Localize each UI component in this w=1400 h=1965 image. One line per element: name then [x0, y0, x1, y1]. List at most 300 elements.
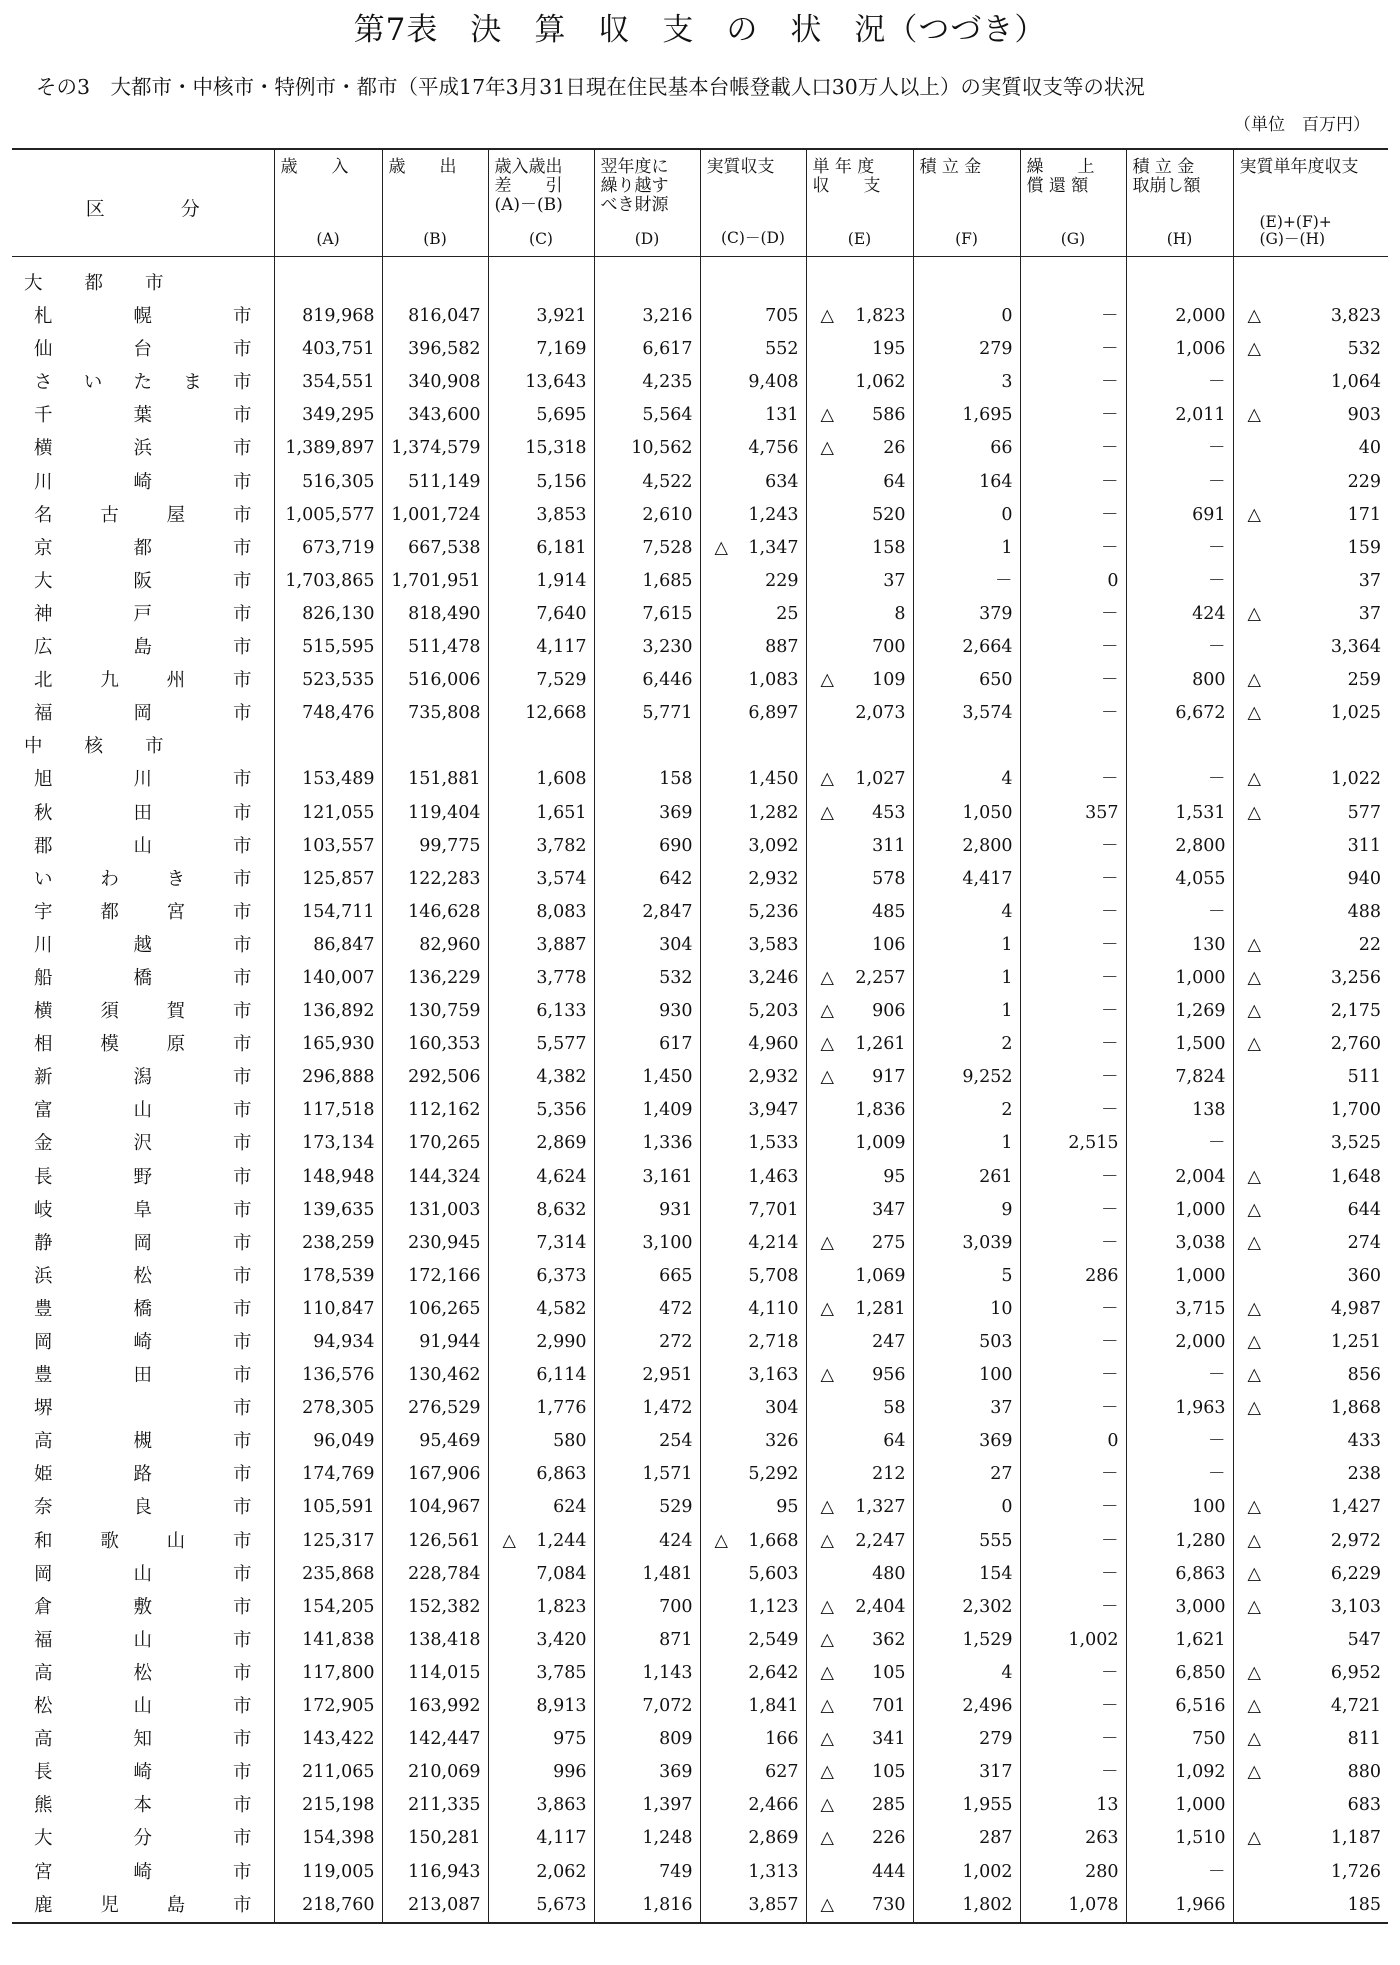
table-row [12, 896, 1388, 929]
cell-early-repayment: 2,515 [1020, 1127, 1126, 1160]
cell-early-repayment: 286 [1020, 1260, 1126, 1293]
spacer-cell [12, 257, 274, 268]
header-revenue-label: 歳 入 [280, 157, 349, 177]
cell-early-repayment: － [1020, 399, 1126, 432]
cell-reserve-drawdown: 2,800 [1126, 830, 1233, 863]
negative-mark: △ [1247, 339, 1261, 360]
cell-real-balance: 4,214 [700, 1227, 806, 1260]
cell-value: 4,721 [1330, 1696, 1381, 1717]
empty-cell [382, 730, 488, 763]
cell-early-repayment: － [1020, 1161, 1126, 1194]
negative-mark: △ [1247, 802, 1261, 823]
cell-real-balance: 1,083 [700, 664, 806, 697]
cell-real-single-year [1233, 1690, 1388, 1723]
cell-real-balance: 3,163 [700, 1359, 806, 1392]
cell-early-repayment: － [1020, 333, 1126, 366]
cell-single-year: 347 [806, 1194, 913, 1227]
cell-single-year: 8 [806, 598, 913, 631]
cell-real-single-year: 37 [1233, 565, 1388, 598]
city-name: 豊橋市 [34, 1298, 252, 1320]
cell-reserve-drawdown: 1,269 [1126, 995, 1233, 1028]
table-row [12, 1161, 1388, 1194]
cell-early-repayment: － [1020, 763, 1126, 796]
header-early-repayment-label: 繰 上 償 還 額 [1026, 157, 1095, 196]
cell-reserve: 379 [913, 598, 1020, 631]
cell-difference: 1,914 [488, 565, 594, 598]
cell-value: 453 [872, 802, 906, 823]
cell-revenue: 1,703,865 [274, 565, 382, 598]
cell-carryover: 10,562 [594, 432, 700, 465]
cell-reserve-drawdown: － [1126, 1425, 1233, 1458]
table-row [12, 1028, 1388, 1061]
cell-carryover: 1,816 [594, 1889, 700, 1923]
cell-revenue: 136,892 [274, 995, 382, 1028]
cell-reserve: 1 [913, 962, 1020, 995]
table-row [12, 1657, 1388, 1690]
negative-mark: △ [1247, 1729, 1261, 1750]
cell-real-single-year: 511 [1233, 1061, 1388, 1094]
cell-carryover: 6,446 [594, 664, 700, 697]
negative-mark: △ [820, 802, 834, 823]
cell-reserve: 0 [913, 300, 1020, 333]
table-row [12, 697, 1388, 730]
cell-real-single-year [1233, 1326, 1388, 1359]
negative-mark: △ [820, 1662, 834, 1683]
cell-revenue: 174,769 [274, 1458, 382, 1491]
table-row [12, 1392, 1388, 1425]
cell-early-repayment: － [1020, 499, 1126, 532]
cell-carryover: 3,216 [594, 300, 700, 333]
table-row [12, 863, 1388, 896]
cell-value: 1,868 [1330, 1398, 1381, 1419]
table-row [12, 1359, 1388, 1392]
city-name: さいたま市 [34, 372, 252, 394]
cell-revenue: 296,888 [274, 1061, 382, 1094]
cell-expenditure: 82,960 [382, 929, 488, 962]
cell-value: 2,972 [1330, 1530, 1381, 1551]
cell-carryover: 1,336 [594, 1127, 700, 1160]
cell-revenue: 154,711 [274, 896, 382, 929]
negative-mark: △ [1247, 1166, 1261, 1187]
cell-reserve: 2 [913, 1094, 1020, 1127]
cell-carryover: 369 [594, 797, 700, 830]
negative-mark: △ [820, 967, 834, 988]
cell-reserve-drawdown: 1,280 [1126, 1525, 1233, 1558]
header-early-repayment [1020, 149, 1126, 257]
cell-value: 226 [872, 1828, 906, 1849]
cell-revenue: 136,576 [274, 1359, 382, 1392]
cell-real-balance: 4,756 [700, 432, 806, 465]
cell-reserve: 0 [913, 1491, 1020, 1524]
cell-reserve: 1,002 [913, 1856, 1020, 1889]
empty-cell [1126, 730, 1233, 763]
cell-reserve-drawdown: 1,500 [1126, 1028, 1233, 1061]
table-row [12, 499, 1388, 532]
cell-value: 730 [872, 1894, 906, 1915]
negative-mark: △ [820, 1894, 834, 1915]
header-expenditure-code: (B) [423, 230, 447, 248]
cell-difference: 4,117 [488, 631, 594, 664]
cell-reserve: 650 [913, 664, 1020, 697]
cell-difference: 2,990 [488, 1326, 594, 1359]
cell-reserve-drawdown: 6,863 [1126, 1558, 1233, 1591]
cell-carryover: 749 [594, 1856, 700, 1889]
negative-mark: △ [1247, 1232, 1261, 1253]
cell-real-single-year [1233, 962, 1388, 995]
table-row [12, 1425, 1388, 1458]
city-name: 静岡市 [34, 1232, 252, 1254]
cell-value: 1,025 [1330, 703, 1381, 724]
cell-carryover: 1,143 [594, 1657, 700, 1690]
header-difference [488, 149, 594, 257]
cell-value: 811 [1347, 1729, 1381, 1750]
cell-expenditure: 126,561 [382, 1525, 488, 1558]
cell-revenue: 165,930 [274, 1028, 382, 1061]
cell-reserve-drawdown: 1,531 [1126, 797, 1233, 830]
cell-revenue: 86,847 [274, 929, 382, 962]
header-single-year-code: (E) [847, 230, 872, 248]
empty-cell [806, 730, 913, 763]
cell-real-balance: 95 [700, 1491, 806, 1524]
cell-value: 2,175 [1330, 1001, 1381, 1022]
cell-revenue: 96,049 [274, 1425, 382, 1458]
table-row [12, 1326, 1388, 1359]
cell-early-repayment: 357 [1020, 797, 1126, 830]
cell-real-single-year: 3,525 [1233, 1127, 1388, 1160]
cell-early-repayment: － [1020, 1028, 1126, 1061]
cell-difference: 3,782 [488, 830, 594, 863]
table-row [12, 1591, 1388, 1624]
cell-real-single-year: 238 [1233, 1458, 1388, 1491]
cell-difference: 5,356 [488, 1094, 594, 1127]
cell-difference: 4,582 [488, 1293, 594, 1326]
negative-mark: △ [1247, 1398, 1261, 1419]
cell-reserve: 2,302 [913, 1591, 1020, 1624]
negative-mark: △ [820, 1696, 834, 1717]
cell-revenue: 235,868 [274, 1558, 382, 1591]
table-row [12, 830, 1388, 863]
cell-reserve-drawdown: 138 [1126, 1094, 1233, 1127]
cell-difference: 2,869 [488, 1127, 594, 1160]
cell-revenue: 238,259 [274, 1227, 382, 1260]
cell-expenditure: 230,945 [382, 1227, 488, 1260]
cell-reserve: 1 [913, 929, 1020, 962]
cell-early-repayment: － [1020, 1061, 1126, 1094]
cell-value: 701 [872, 1696, 906, 1717]
cell-single-year: 95 [806, 1161, 913, 1194]
cell-reserve-drawdown: － [1126, 532, 1233, 565]
cell-expenditure: 116,943 [382, 1856, 488, 1889]
table-row [12, 1293, 1388, 1326]
cell-single-year [806, 1359, 913, 1392]
cell-difference: 1,651 [488, 797, 594, 830]
city-name: 豊田市 [34, 1365, 252, 1387]
cell-carryover: 472 [594, 1293, 700, 1326]
cell-early-repayment: － [1020, 830, 1126, 863]
cell-early-repayment: － [1020, 366, 1126, 399]
cell-real-balance: 2,869 [700, 1822, 806, 1855]
cell-revenue: 143,422 [274, 1723, 382, 1756]
cell-difference: 1,608 [488, 763, 594, 796]
cell-revenue: 819,968 [274, 300, 382, 333]
settlement-balance-table [12, 148, 1388, 1924]
cell-difference: 4,624 [488, 1161, 594, 1194]
city-name: 横須賀市 [34, 1001, 252, 1023]
header-difference-label: 歳入歳出 差 引 (A)－(B) [494, 157, 563, 215]
table-row [12, 664, 1388, 697]
cell-early-repayment: － [1020, 300, 1126, 333]
cell-early-repayment: － [1020, 1591, 1126, 1624]
cell-real-single-year [1233, 1525, 1388, 1558]
cell-value: 1,027 [855, 769, 906, 790]
cell-real-single-year: 940 [1233, 863, 1388, 896]
header-reserve-drawdown-label: 積 立 金 取崩し額 [1132, 157, 1201, 196]
cell-early-repayment: － [1020, 697, 1126, 730]
cell-real-balance: 1,243 [700, 499, 806, 532]
cell-expenditure: 130,759 [382, 995, 488, 1028]
cell-carryover: 2,847 [594, 896, 700, 929]
cell-value: 362 [872, 1629, 906, 1650]
negative-mark: △ [820, 1828, 834, 1849]
cell-reserve-drawdown: 3,715 [1126, 1293, 1233, 1326]
negative-mark: △ [1247, 1298, 1261, 1319]
cell-value: 644 [1347, 1199, 1381, 1220]
cell-single-year [806, 1723, 913, 1756]
cell-value: 1,281 [855, 1298, 906, 1319]
cell-reserve: 9,252 [913, 1061, 1020, 1094]
negative-mark: △ [820, 306, 834, 327]
cell-carryover: 4,522 [594, 466, 700, 499]
cell-single-year [806, 1657, 913, 1690]
cell-real-balance: 2,932 [700, 1061, 806, 1094]
cell-reserve-drawdown: 7,824 [1126, 1061, 1233, 1094]
cell-difference: 6,133 [488, 995, 594, 1028]
city-name: 鹿児島市 [12, 1889, 274, 1923]
cell-reserve: 37 [913, 1392, 1020, 1425]
table-body [12, 257, 1388, 1923]
cell-difference: 6,373 [488, 1260, 594, 1293]
cell-revenue: 211,065 [274, 1756, 382, 1789]
cell-carryover: 7,528 [594, 532, 700, 565]
cell-early-repayment: － [1020, 1293, 1126, 1326]
cell-revenue: 139,635 [274, 1194, 382, 1227]
negative-mark: △ [820, 1530, 834, 1551]
cell-reserve: 4 [913, 763, 1020, 796]
cell-expenditure: 122,283 [382, 863, 488, 896]
cell-single-year [806, 1591, 913, 1624]
cell-expenditure: 396,582 [382, 333, 488, 366]
table-row [12, 1889, 1388, 1923]
cell-reserve-drawdown: 691 [1126, 499, 1233, 532]
cell-value: 105 [872, 1662, 906, 1683]
cell-real-balance: 887 [700, 631, 806, 664]
table-row [12, 1756, 1388, 1789]
cell-single-year [806, 797, 913, 830]
cell-value: 3,256 [1330, 967, 1381, 988]
cell-expenditure: 667,538 [382, 532, 488, 565]
cell-carryover: 871 [594, 1624, 700, 1657]
table-row [12, 1525, 1388, 1558]
cell-early-repayment: － [1020, 532, 1126, 565]
cell-value: 1,261 [855, 1034, 906, 1055]
table-row [12, 1127, 1388, 1160]
cell-single-year: 64 [806, 466, 913, 499]
city-name: 堺市 [34, 1398, 252, 1420]
cell-single-year: 1,836 [806, 1094, 913, 1127]
cell-real-single-year: 488 [1233, 896, 1388, 929]
cell-reserve: 5 [913, 1260, 1020, 1293]
header-carryover [594, 149, 700, 257]
cell-expenditure: 167,906 [382, 1458, 488, 1491]
cell-real-balance: 705 [700, 300, 806, 333]
cell-early-repayment: 0 [1020, 1425, 1126, 1458]
cell-reserve: 154 [913, 1558, 1020, 1591]
negative-mark: △ [820, 1365, 834, 1386]
city-name: 高松市 [34, 1662, 252, 1684]
header-reserve-drawdown [1126, 149, 1233, 257]
cell-real-single-year [1233, 1293, 1388, 1326]
cell-expenditure: 228,784 [382, 1558, 488, 1591]
cell-single-year [806, 1491, 913, 1524]
cell-real-balance: 1,841 [700, 1690, 806, 1723]
cell-single-year [806, 1822, 913, 1855]
cell-value: 2,760 [1330, 1034, 1381, 1055]
spacer-cell [806, 257, 913, 268]
table-row [12, 300, 1388, 333]
negative-mark: △ [1247, 703, 1261, 724]
cell-early-repayment: － [1020, 631, 1126, 664]
cell-single-year [806, 1889, 913, 1923]
cell-reserve-drawdown: － [1126, 432, 1233, 465]
cell-expenditure: 138,418 [382, 1624, 488, 1657]
cell-early-repayment: － [1020, 1359, 1126, 1392]
cell-early-repayment: － [1020, 598, 1126, 631]
cell-difference: 4,117 [488, 1822, 594, 1855]
cell-real-single-year [1233, 995, 1388, 1028]
header-real-balance [700, 149, 806, 257]
cell-value: 1,327 [855, 1497, 906, 1518]
table-row [12, 1624, 1388, 1657]
city-name: 熊本市 [34, 1795, 252, 1817]
cell-expenditure: 119,404 [382, 797, 488, 830]
cell-reserve-drawdown: － [1126, 1458, 1233, 1491]
city-name: 倉敷市 [34, 1596, 252, 1618]
cell-expenditure: 131,003 [382, 1194, 488, 1227]
cell-reserve-drawdown: 1,000 [1126, 1260, 1233, 1293]
cell-real-single-year [1233, 763, 1388, 796]
header-single-year [806, 149, 913, 257]
cell-carryover: 930 [594, 995, 700, 1028]
negative-mark: △ [714, 537, 728, 558]
cell-single-year [806, 962, 913, 995]
header-early-repayment-code: (G) [1060, 230, 1086, 248]
cell-carryover: 424 [594, 1525, 700, 1558]
table-row [12, 797, 1388, 830]
cell-real-single-year [1233, 1822, 1388, 1855]
cell-difference: 5,695 [488, 399, 594, 432]
group-row [12, 267, 1388, 300]
cell-real-balance: 2,718 [700, 1326, 806, 1359]
cell-reserve-drawdown: 1,000 [1126, 1789, 1233, 1822]
cell-value: 586 [872, 405, 906, 426]
cell-carryover: 532 [594, 962, 700, 995]
cell-carryover: 665 [594, 1260, 700, 1293]
city-name: 船橋市 [34, 967, 252, 989]
cell-carryover: 809 [594, 1723, 700, 1756]
cell-carryover: 617 [594, 1028, 700, 1061]
cell-difference: 3,574 [488, 863, 594, 896]
cell-reserve: 2 [913, 1028, 1020, 1061]
cell-single-year: 520 [806, 499, 913, 532]
cell-expenditure: 130,462 [382, 1359, 488, 1392]
header-carryover-label: 翌年度に 繰り越す べき財源 [600, 157, 669, 215]
cell-early-repayment: － [1020, 1723, 1126, 1756]
cell-single-year [806, 1690, 913, 1723]
cell-difference: 7,084 [488, 1558, 594, 1591]
cell-value: 1,251 [1330, 1332, 1381, 1352]
cell-carryover: 1,571 [594, 1458, 700, 1491]
cell-carryover: 4,235 [594, 366, 700, 399]
cell-difference: 4,382 [488, 1061, 594, 1094]
empty-cell [700, 267, 806, 300]
cell-carryover: 1,409 [594, 1094, 700, 1127]
cell-single-year: 480 [806, 1558, 913, 1591]
cell-expenditure: 152,382 [382, 1591, 488, 1624]
cell-revenue: 110,847 [274, 1293, 382, 1326]
cell-difference: 5,156 [488, 466, 594, 499]
cell-carryover: 2,951 [594, 1359, 700, 1392]
empty-cell [1020, 730, 1126, 763]
cell-value: 3,823 [1330, 306, 1381, 327]
header-difference-code: (C) [529, 230, 553, 248]
table-row [12, 995, 1388, 1028]
cell-value: 3,103 [1330, 1596, 1381, 1617]
cell-single-year: 64 [806, 1425, 913, 1458]
cell-real-single-year: 547 [1233, 1624, 1388, 1657]
negative-mark: △ [1247, 967, 1261, 988]
city-name: 神戸市 [34, 603, 252, 625]
cell-early-repayment: 280 [1020, 1856, 1126, 1889]
cell-single-year [806, 1227, 913, 1260]
cell-reserve: 261 [913, 1161, 1020, 1194]
cell-revenue: 117,800 [274, 1657, 382, 1690]
table-row [12, 598, 1388, 631]
city-name: 姫路市 [34, 1464, 252, 1486]
cell-single-year [806, 300, 913, 333]
cell-reserve-drawdown: 1,000 [1126, 1194, 1233, 1227]
cell-carryover: 1,450 [594, 1061, 700, 1094]
cell-early-repayment: － [1020, 863, 1126, 896]
cell-difference: 12,668 [488, 697, 594, 730]
table-row [12, 366, 1388, 399]
cell-difference: 3,887 [488, 929, 594, 962]
cell-early-repayment: － [1020, 896, 1126, 929]
cell-real-balance: 1,123 [700, 1591, 806, 1624]
cell-real-single-year: 311 [1233, 830, 1388, 863]
cell-real-balance: 1,533 [700, 1127, 806, 1160]
cell-carryover: 158 [594, 763, 700, 796]
cell-value: 903 [1347, 405, 1381, 426]
cell-value: 2,247 [855, 1530, 906, 1551]
header-reserve [913, 149, 1020, 257]
cell-real-single-year: 229 [1233, 466, 1388, 499]
negative-mark: △ [1247, 1828, 1261, 1849]
city-name: 旭川市 [34, 769, 252, 791]
cell-value: 1,244 [536, 1530, 587, 1551]
cell-value: 4,987 [1330, 1298, 1381, 1319]
cell-real-single-year [1233, 1227, 1388, 1260]
cell-carryover: 700 [594, 1591, 700, 1624]
